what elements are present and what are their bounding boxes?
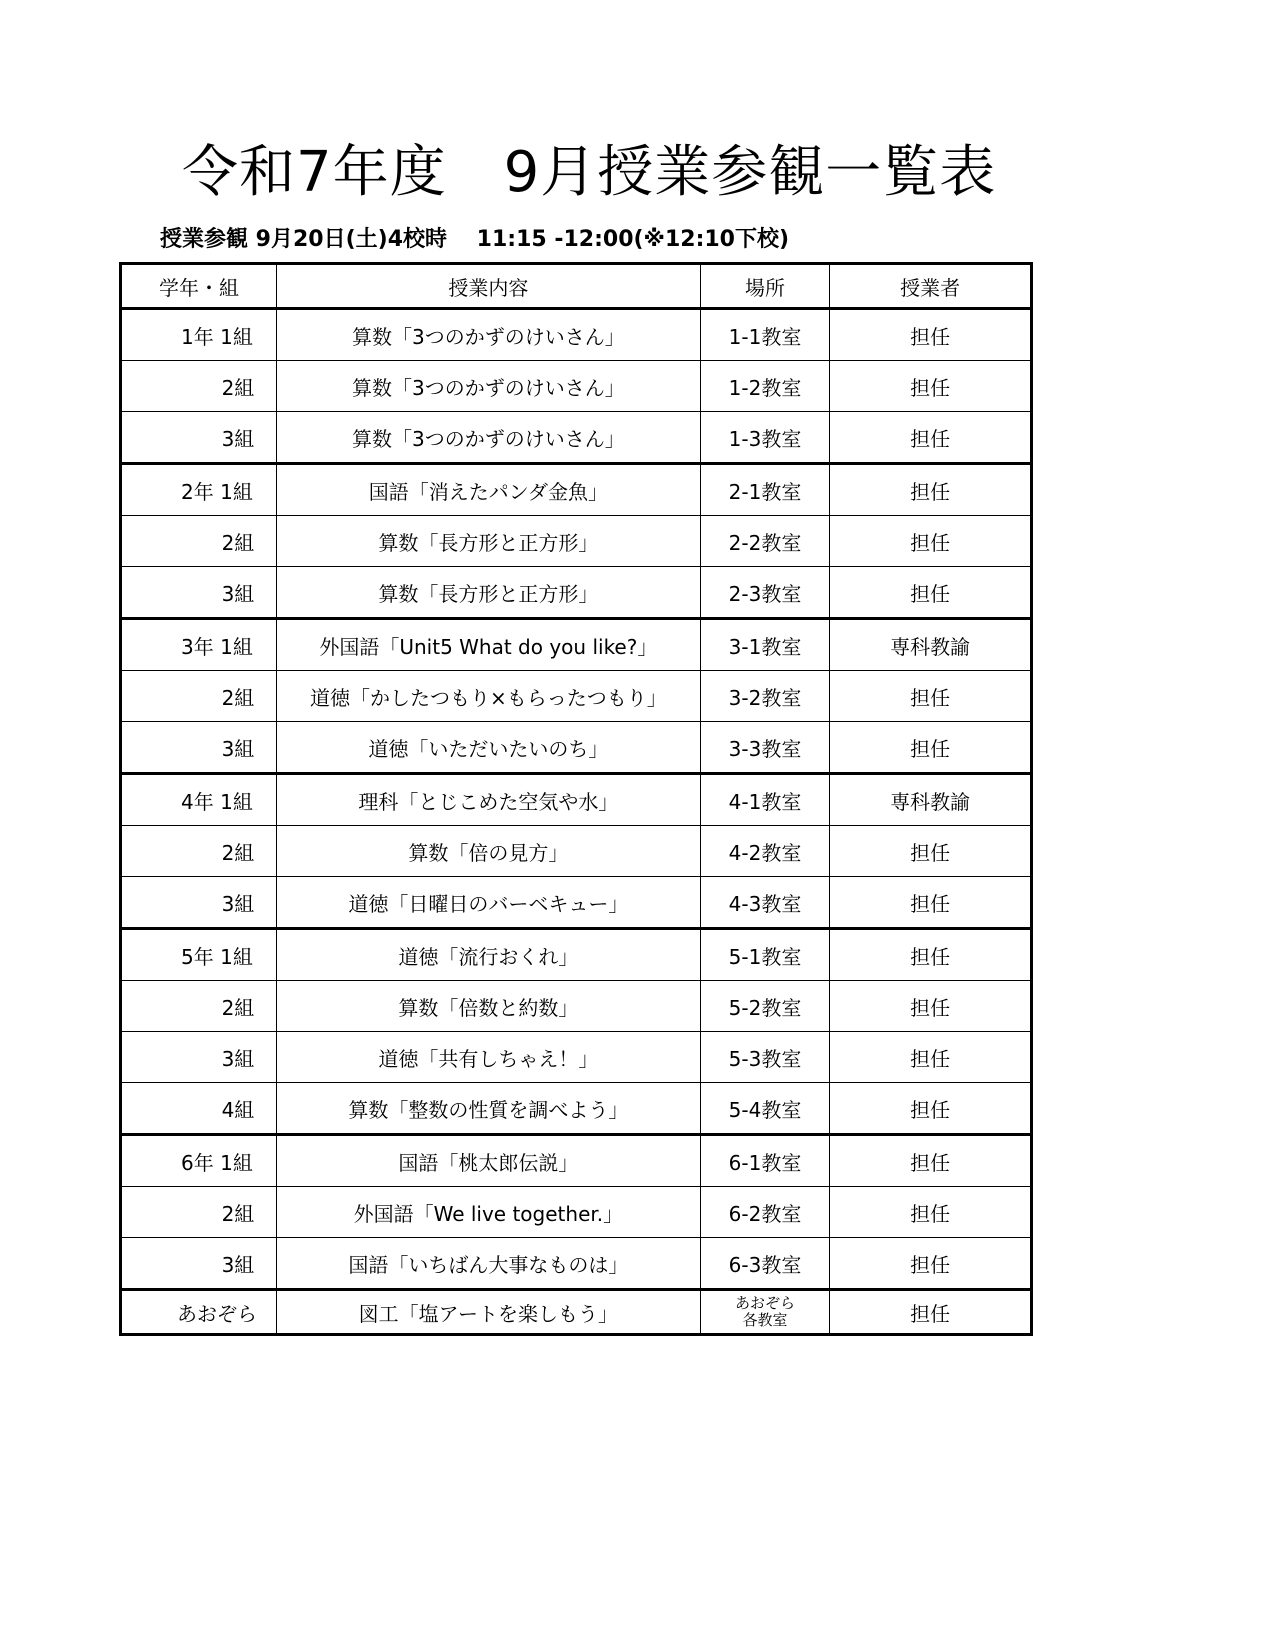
cell-class: [121, 1238, 277, 1290]
cell-class: [121, 1187, 277, 1238]
class-label: 2組: [221, 840, 255, 865]
class-label: 2組: [221, 530, 255, 555]
cell-class: [121, 981, 277, 1032]
cell-teacher: 担任: [830, 671, 1032, 722]
cell-class: [121, 567, 277, 619]
cell-subject: 算数「3つのかずのけいさん」: [276, 309, 700, 361]
table-row: [121, 1290, 1032, 1335]
class-label: 4年 1組: [181, 789, 253, 814]
class-label: 2組: [221, 375, 255, 400]
cell-subject: 国語「消えたパンダ金魚」: [276, 464, 700, 516]
cell-place: 5-2教室: [700, 981, 829, 1032]
cell-place: 6-3教室: [700, 1238, 829, 1290]
cell-subject: 理科「とじこめた空気や水」: [276, 774, 700, 826]
cell-subject: 外国語「Unit5 What do you like?」: [276, 619, 700, 671]
cell-teacher: 担任: [830, 981, 1032, 1032]
cell-class: [121, 671, 277, 722]
cell-class: [121, 361, 277, 412]
cell-teacher: 専科教諭: [830, 619, 1032, 671]
cell-subject: 道徳「日曜日のバーベキュー」: [276, 877, 700, 929]
cell-class: [121, 619, 277, 671]
cell-subject: 算数「整数の性質を調べよう」: [276, 1083, 700, 1135]
cell-place: 6-2教室: [700, 1187, 829, 1238]
cell-place: 4-3教室: [700, 877, 829, 929]
cell-place: 3-3教室: [700, 722, 829, 774]
cell-class: [121, 826, 277, 877]
cell-teacher: 担任: [830, 1083, 1032, 1135]
cell-subject: 算数「倍数と約数」: [276, 981, 700, 1032]
class-label: 2組: [221, 685, 255, 710]
table-row: [121, 619, 1032, 671]
cell-teacher: 担任: [830, 929, 1032, 981]
cell-subject: 算数「倍の見方」: [276, 826, 700, 877]
cell-teacher: 担任: [830, 1135, 1032, 1187]
cell-class: [121, 1135, 277, 1187]
cell-teacher: 担任: [830, 1032, 1032, 1083]
cell-teacher: 担任: [830, 1290, 1032, 1335]
page-title: 令和7年度 9月授業参観一覧表: [182, 140, 997, 205]
cell-subject: 道徳「流行おくれ」: [276, 929, 700, 981]
cell-teacher: 担任: [830, 516, 1032, 567]
table-row: [121, 722, 1032, 774]
table-row: [121, 671, 1032, 722]
cell-class: [121, 516, 277, 567]
cell-subject: 算数「3つのかずのけいさん」: [276, 361, 700, 412]
class-label: 2組: [221, 1201, 255, 1226]
cell-subject: 算数「長方形と正方形」: [276, 516, 700, 567]
table-row: [121, 464, 1032, 516]
table-row: [121, 412, 1032, 464]
header-class: 学年・組: [121, 264, 277, 309]
cell-class: [121, 877, 277, 929]
cell-teacher: 担任: [830, 1187, 1032, 1238]
cell-class: [121, 1032, 277, 1083]
table-row: [121, 1187, 1032, 1238]
schedule-table: [119, 262, 1033, 1336]
class-label: 1年 1組: [181, 324, 253, 349]
table-row: [121, 516, 1032, 567]
cell-class: [121, 929, 277, 981]
cell-teacher: 担任: [830, 1238, 1032, 1290]
class-label: 3組: [221, 891, 255, 916]
cell-teacher: 担任: [830, 361, 1032, 412]
header-subject: 授業内容: [276, 264, 700, 309]
cell-subject: 図工「塩アートを楽しもう」: [276, 1290, 700, 1335]
cell-place: 5-3教室: [700, 1032, 829, 1083]
table-row: [121, 1238, 1032, 1290]
cell-subject: 算数「長方形と正方形」: [276, 567, 700, 619]
table-row: [121, 1135, 1032, 1187]
class-label: 4組: [221, 1097, 255, 1122]
cell-teacher: 担任: [830, 567, 1032, 619]
cell-class: [121, 464, 277, 516]
cell-teacher: 担任: [830, 464, 1032, 516]
class-label: 3組: [221, 1046, 255, 1071]
cell-place: 4-2教室: [700, 826, 829, 877]
class-label: 6年 1組: [181, 1150, 253, 1175]
cell-place: 2-1教室: [700, 464, 829, 516]
cell-subject: 外国語「We live together.」: [276, 1187, 700, 1238]
cell-teacher: 担任: [830, 826, 1032, 877]
cell-place: 2-2教室: [700, 516, 829, 567]
table-row: [121, 826, 1032, 877]
cell-place: 4-1教室: [700, 774, 829, 826]
header-place: 場所: [700, 264, 829, 309]
class-label: 3組: [221, 581, 255, 606]
cell-class: [121, 1290, 277, 1335]
cell-place: 5-4教室: [700, 1083, 829, 1135]
class-label: 3年 1組: [181, 634, 253, 659]
cell-subject: 道徳「かしたつもり×もらったつもり」: [276, 671, 700, 722]
cell-subject: 算数「3つのかずのけいさん」: [276, 412, 700, 464]
cell-place: あおぞら 各教室: [700, 1290, 829, 1335]
cell-place: 2-3教室: [700, 567, 829, 619]
cell-teacher: 担任: [830, 309, 1032, 361]
cell-teacher: 担任: [830, 722, 1032, 774]
cell-class: [121, 1083, 277, 1135]
table-row: [121, 1083, 1032, 1135]
cell-place: 1-3教室: [700, 412, 829, 464]
class-label: 3組: [221, 426, 255, 451]
table-header-row: [121, 264, 1032, 309]
table-row: [121, 877, 1032, 929]
cell-class: [121, 774, 277, 826]
cell-class: [121, 309, 277, 361]
cell-place: 5-1教室: [700, 929, 829, 981]
cell-place: 1-1教室: [700, 309, 829, 361]
class-label: 3組: [221, 736, 255, 761]
class-label: あおぞら: [176, 1301, 257, 1326]
table-row: [121, 774, 1032, 826]
cell-subject: 国語「いちばん大事なものは」: [276, 1238, 700, 1290]
class-label: 5年 1組: [181, 944, 253, 969]
event-info: 授業参観 9月20日(土)4校時 11:15 -12:00(※12:10下校): [160, 227, 790, 252]
cell-teacher: 担任: [830, 877, 1032, 929]
cell-teacher: 専科教諭: [830, 774, 1032, 826]
cell-place: 3-1教室: [700, 619, 829, 671]
table-row: [121, 981, 1032, 1032]
table-row: [121, 929, 1032, 981]
cell-place: 3-2教室: [700, 671, 829, 722]
class-label: 2組: [221, 995, 255, 1020]
table-row: [121, 361, 1032, 412]
cell-class: [121, 722, 277, 774]
header-teacher: 授業者: [830, 264, 1032, 309]
class-label: 2年 1組: [181, 479, 253, 504]
cell-subject: 道徳「共有しちゃえ！」: [276, 1032, 700, 1083]
class-label: 3組: [221, 1252, 255, 1277]
cell-place: 1-2教室: [700, 361, 829, 412]
cell-teacher: 担任: [830, 412, 1032, 464]
cell-subject: 国語「桃太郎伝説」: [276, 1135, 700, 1187]
table-row: [121, 567, 1032, 619]
cell-class: [121, 412, 277, 464]
table-row: [121, 309, 1032, 361]
table-row: [121, 1032, 1032, 1083]
cell-subject: 道徳「いただいたいのち」: [276, 722, 700, 774]
cell-place: 6-1教室: [700, 1135, 829, 1187]
